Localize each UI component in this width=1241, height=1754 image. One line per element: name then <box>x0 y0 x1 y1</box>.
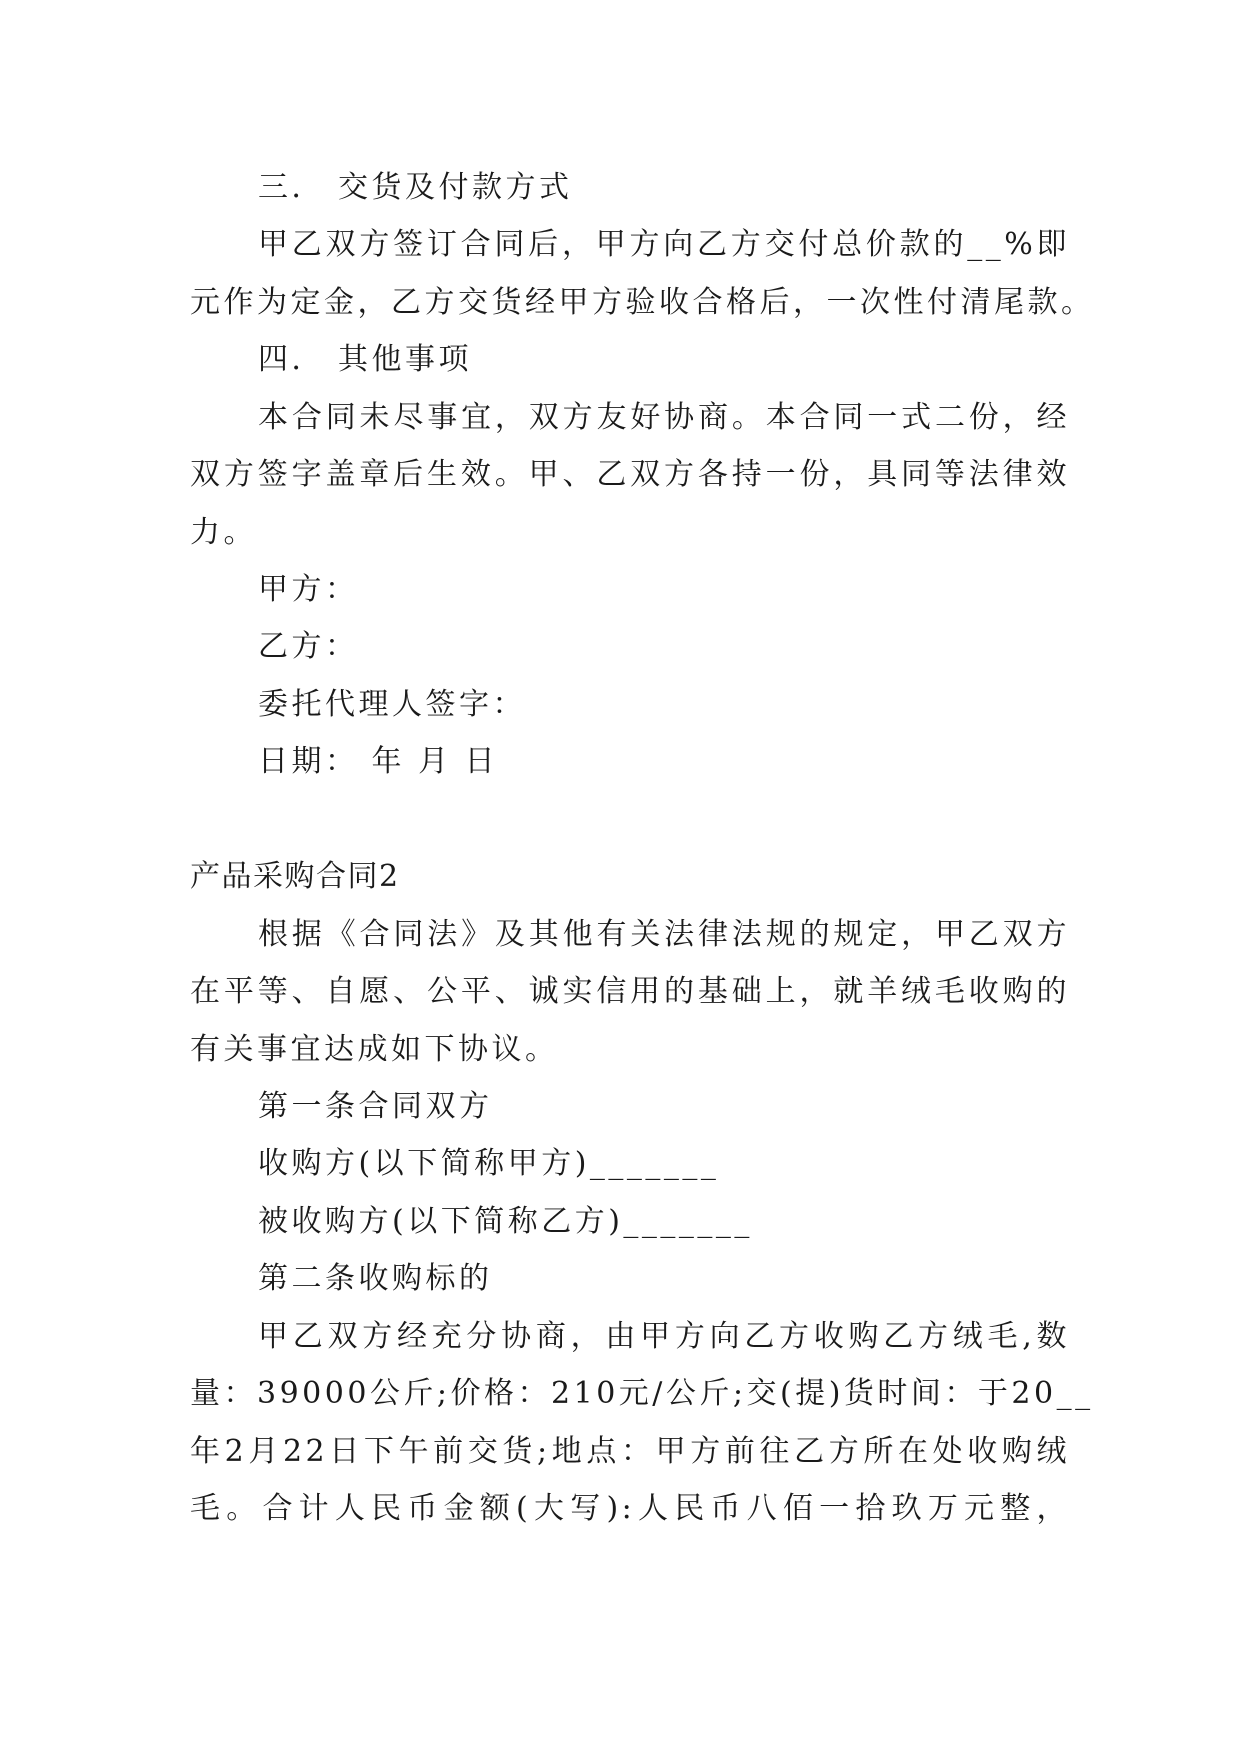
contract-title: 产品采购合同2 <box>190 859 400 894</box>
agent-signature-label: 委托代理人签字： <box>258 687 526 722</box>
purchaser-line: 收购方(以下简称甲方)_______ <box>258 1146 720 1181</box>
paragraph-line: 量：39000公斤;价格：210元/公斤;交(提)货时间：于20__ <box>190 1376 1094 1411</box>
article-two-heading: 第二条收购标的 <box>258 1261 493 1296</box>
paragraph-line: 双方签字盖章后生效。甲、乙双方各持一份，具同等法律效 <box>190 457 1070 492</box>
date-label: 日期： 年 月 日 <box>258 744 499 779</box>
paragraph-line: 本合同未尽事宜，双方友好协商。本合同一式二份，经 <box>258 400 1070 435</box>
seller-line: 被收购方(以下简称乙方)_______ <box>258 1204 753 1239</box>
paragraph-line: 根据《合同法》及其他有关法律法规的规定，甲乙双方 <box>258 917 1070 952</box>
paragraph-line: 毛。合计人民币金额(大写):人民币八佰一拾玖万元整， <box>190 1491 1070 1526</box>
party-b-signature-label: 乙方： <box>258 629 359 664</box>
paragraph-line: 甲乙双方签订合同后，甲方向乙方交付总价款的__%即 <box>258 227 1070 262</box>
paragraph-line: 在平等、自愿、公平、诚实信用的基础上，就羊绒毛收购的 <box>190 974 1070 1009</box>
party-a-signature-label: 甲方： <box>258 572 359 607</box>
paragraph-line: 甲乙双方经充分协商，由甲方向乙方收购乙方绒毛,数 <box>258 1319 1070 1354</box>
paragraph-line: 年2月22日下午前交货;地点：甲方前往乙方所在处收购绒 <box>190 1434 1070 1469</box>
paragraph-line: 元作为定金，乙方交货经甲方验收合格后，一次性付清尾款。 <box>190 285 1095 320</box>
paragraph-line: 有关事宜达成如下协议。 <box>190 1032 559 1067</box>
paragraph-line: 力。 <box>190 515 257 550</box>
section-heading-delivery-payment: 三． 交货及付款方式 <box>258 170 573 205</box>
section-heading-other-matters: 四． 其他事项 <box>258 342 473 377</box>
article-one-heading: 第一条合同双方 <box>258 1089 493 1124</box>
